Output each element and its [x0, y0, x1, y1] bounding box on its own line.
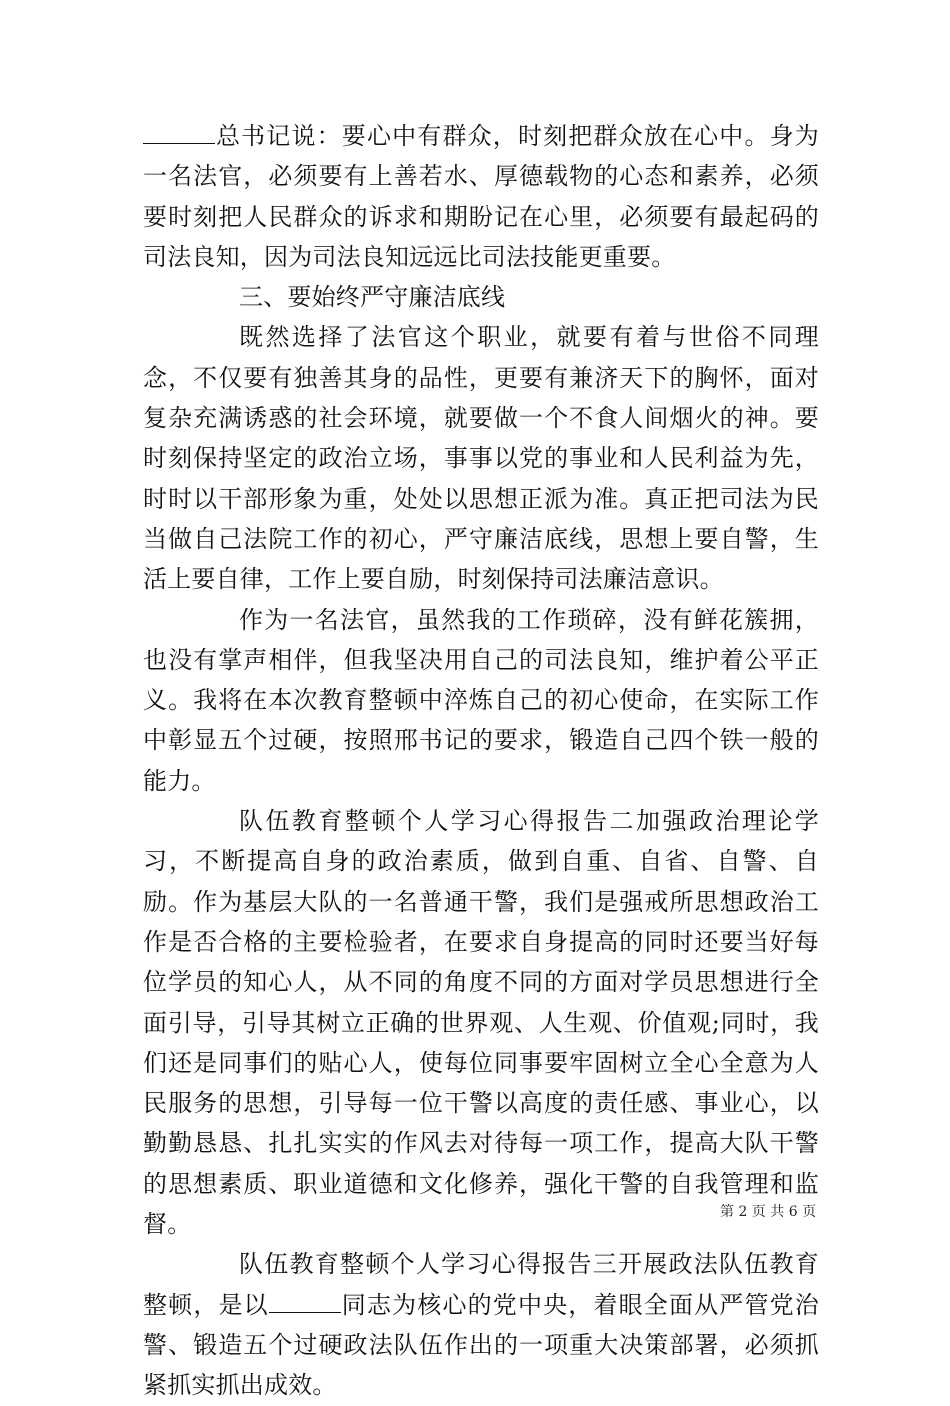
page-number-footer: 第 2 页 共 6 页	[720, 1204, 817, 1220]
document-body	[143, 116, 819, 1406]
redacted-blank	[269, 1290, 341, 1313]
paragraph-text: 同志为核心的党中央，着眼全面从严管党治警、锻造五个过硬政法队伍作出的一项重大决策部署，必须抓紧抓实抓出成效。	[143, 1290, 819, 1400]
section-heading: 三、要始终严守廉洁底线	[239, 283, 506, 312]
paragraph-text: 总书记说：要心中有群众，时刻把群众放在心中。身为一名法官，必须要有上善若水、厚德载物的心态和素养，必须要时刻把人民群众的诉求和期盼记在心里，必须要有最起码的司法良知，因为司法良知远远比司法技能更重要。	[143, 122, 819, 271]
paragraph-leader-quote	[143, 116, 819, 277]
paragraph-text: 队伍教育整顿个人学习心得报告三开展政法队伍教育整顿，是以	[143, 1250, 819, 1319]
redacted-blank	[143, 121, 215, 144]
paragraph-report-three	[143, 1244, 819, 1405]
paragraph-report-two: 队伍教育整顿个人学习心得报告二加强政治理论学习，不断提高自身的政治素质，做到自重、自省、自警、自励。作为基层大队的一名普通干警，我们是强戒所思想政治工作是否合格的主要检验者，在要求自身提高的同时还要当好每位学员的知心人，从不同的角度不同的方面对学员思想进行全面引导，引导其树立正确的世界观、人生观、价值观;同时，我们还是同事们的贴心人，使每位同事要牢固树立全心全意为人民服务的思想，引导每一位干警以高度的责任感、事业心，以勤勤恳恳、扎扎实实的作风去对待每一项工作，提高大队干警的思想素质、职业道德和文化修养，强化干警的自我管理和监督。	[143, 807, 819, 1239]
paragraph-judge-duty: 作为一名法官，虽然我的工作琐碎，没有鲜花簇拥，也没有掌声相伴，但我坚决用自己的司法良知，维护着公平正义。我将在本次教育整顿中淬炼自己的初心使命，在实际工作中彰显五个过硬，按照邢书记的要求，锻造自己四个铁一般的能力。	[143, 605, 819, 795]
paragraph-integrity: 既然选择了法官这个职业，就要有着与世俗不同理念，不仅要有独善其身的品性，更要有兼济天下的胸怀，面对复杂充满诱惑的社会环境，就要做一个不食人间烟火的神。要时刻保持坚定的政治立场，事事以党的事业和人民利益为先，时时以干部形象为重，处处以思想正派为准。真正把司法为民当做自己法院工作的初心，严守廉洁底线，思想上要自警，生活上要自律，工作上要自励，时刻保持司法廉洁意识。	[143, 323, 819, 594]
